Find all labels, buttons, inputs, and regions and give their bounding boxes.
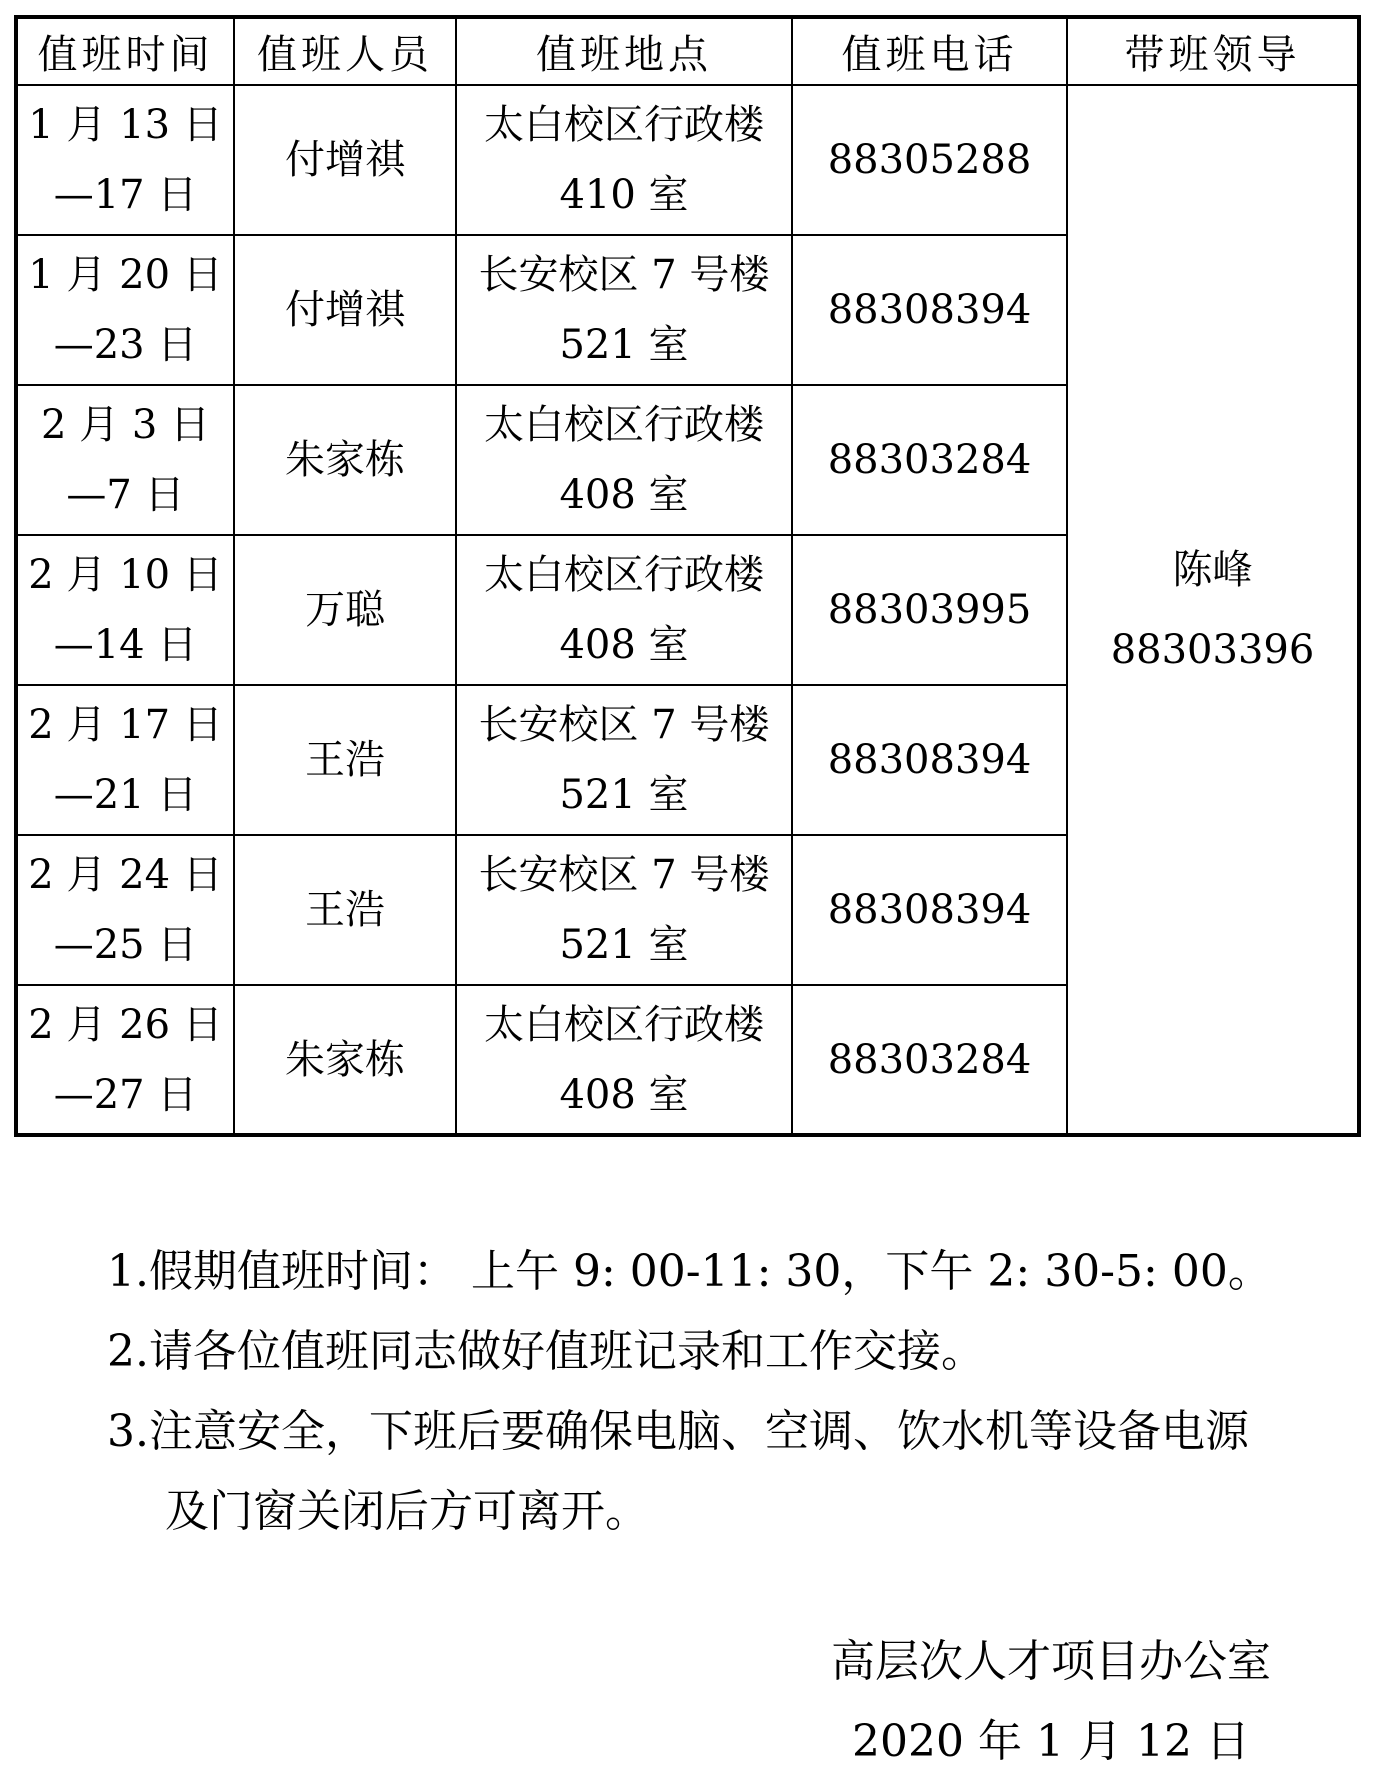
duty-location-line1: 太白校区行政楼 — [484, 1001, 764, 1048]
duty-location-line1: 长安校区 7 号楼 — [478, 702, 770, 748]
duty-location-line1: 太白校区行政楼 — [484, 552, 764, 598]
duty-time-line2: —21 日 — [53, 772, 198, 818]
duty-location-line2: 408 室 — [559, 472, 689, 518]
duty-location-line1: 太白校区行政楼 — [484, 102, 764, 148]
duty-person-cell — [234, 985, 456, 1135]
col-header-duty-person: 值班人员 — [234, 17, 456, 85]
duty-time-cell — [16, 235, 234, 385]
duty-person: 朱家栋 — [285, 437, 405, 483]
duty-location-cell — [456, 385, 792, 535]
duty-person: 万聪 — [305, 587, 385, 633]
signature-date: 2020 年 1 月 12 日 — [852, 1716, 1250, 1767]
duty-phone-cell — [792, 535, 1067, 685]
duty-person-cell — [234, 235, 456, 385]
duty-time-line2: —17 日 — [53, 172, 198, 218]
duty-location-cell — [456, 85, 792, 235]
duty-phone-cell — [792, 85, 1067, 235]
duty-time-line2: —7 日 — [66, 472, 185, 518]
duty-time-cell — [16, 385, 234, 535]
duty-time-line1: 1 月 13 日 — [28, 102, 223, 148]
duty-phone: 88308394 — [827, 887, 1032, 933]
duty-person: 付增祺 — [285, 137, 405, 183]
duty-phone-cell — [792, 385, 1067, 535]
duty-time-cell — [16, 685, 234, 835]
duty-phone-cell — [792, 685, 1067, 835]
duty-person-cell — [234, 535, 456, 685]
note-3-line2: 及门窗关闭后方可离开。 — [165, 1486, 649, 1537]
table-row — [16, 85, 1359, 235]
duty-location-cell — [456, 685, 792, 835]
duty-time-line1: 1 月 20 日 — [28, 252, 223, 298]
duty-location-cell — [456, 985, 792, 1135]
duty-time-line1: 2 月 3 日 — [40, 402, 211, 448]
duty-person: 付增祺 — [285, 287, 405, 333]
duty-person-cell — [234, 835, 456, 985]
duty-phone: 88303284 — [827, 1036, 1032, 1083]
duty-person: 王浩 — [305, 887, 385, 933]
note-1: 1.假期值班时间： 上午 9: 00-11: 30，下午 2: 30-5: 00。 — [107, 1246, 1272, 1297]
duty-location-line2: 521 室 — [559, 322, 689, 368]
duty-phone: 88308394 — [827, 287, 1032, 333]
leader-cell — [1067, 85, 1359, 1135]
duty-phone: 88303995 — [827, 587, 1032, 633]
duty-time-line1: 2 月 26 日 — [28, 1001, 223, 1048]
duty-time-line1: 2 月 10 日 — [28, 552, 223, 598]
col-header-duty-leader: 带班领导 — [1067, 17, 1359, 85]
duty-phone: 88308394 — [827, 737, 1032, 783]
signature-block — [818, 1622, 1284, 1782]
duty-person-cell — [234, 385, 456, 535]
notes-section — [107, 1232, 1347, 1552]
duty-time-line2: —23 日 — [53, 322, 198, 368]
duty-person: 朱家栋 — [285, 1036, 405, 1083]
duty-location-line2: 521 室 — [559, 772, 689, 818]
col-header-duty-time: 值班时间 — [16, 17, 234, 85]
duty-location-line2: 408 室 — [559, 1071, 689, 1118]
duty-time-cell — [16, 85, 234, 235]
duty-time-line1: 2 月 24 日 — [28, 852, 223, 898]
duty-person-cell — [234, 85, 456, 235]
leader-phone: 88303396 — [1110, 626, 1315, 673]
duty-time-line2: —27 日 — [53, 1071, 198, 1118]
duty-person: 王浩 — [305, 737, 385, 783]
table-header-row — [16, 17, 1359, 85]
duty-location-line1: 长安校区 7 号楼 — [478, 852, 770, 898]
col-header-duty-phone: 值班电话 — [792, 17, 1067, 85]
duty-phone-cell — [792, 985, 1067, 1135]
duty-time-cell — [16, 985, 234, 1135]
duty-location-line1: 长安校区 7 号楼 — [478, 252, 770, 298]
duty-phone: 88303284 — [827, 437, 1032, 483]
duty-phone: 88305288 — [827, 137, 1032, 183]
signature-office: 高层次人才项目办公室 — [831, 1636, 1271, 1687]
duty-location-cell — [456, 835, 792, 985]
duty-location-line2: 521 室 — [559, 922, 689, 968]
duty-time-line1: 2 月 17 日 — [28, 702, 223, 748]
duty-location-cell — [456, 535, 792, 685]
note-3-line1: 3.注意安全，下班后要确保电脑、空调、饮水机等设备电源 — [107, 1406, 1249, 1457]
duty-time-cell — [16, 535, 234, 685]
duty-schedule-table — [14, 15, 1361, 1137]
duty-phone-cell — [792, 835, 1067, 985]
col-header-duty-location: 值班地点 — [456, 17, 792, 85]
duty-phone-cell — [792, 235, 1067, 385]
duty-location-line2: 408 室 — [559, 622, 689, 668]
duty-location-line2: 410 室 — [559, 172, 689, 218]
note-2: 2.请各位值班同志做好值班记录和工作交接。 — [107, 1326, 985, 1377]
duty-time-line2: —25 日 — [53, 922, 198, 968]
leader-name: 陈峰 — [1172, 546, 1253, 593]
duty-location-cell — [456, 235, 792, 385]
duty-time-line2: —14 日 — [53, 622, 198, 668]
duty-location-line1: 太白校区行政楼 — [484, 402, 764, 448]
duty-person-cell — [234, 685, 456, 835]
duty-time-cell — [16, 835, 234, 985]
